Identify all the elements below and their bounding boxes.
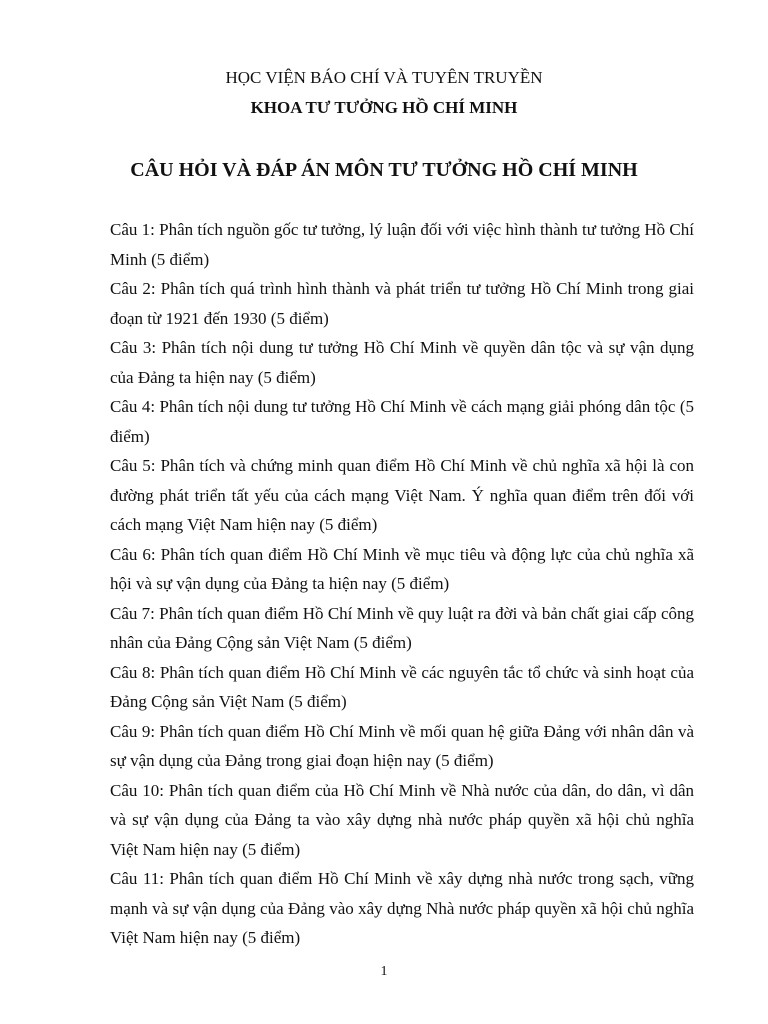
question-item: Câu 5: Phân tích và chứng minh quan điểm Hồ Chí Minh về chủ nghĩa xã hội là con đường phát triển tất yếu của cách mạng Việt Nam. Ý nghĩa quan điểm trên đối với cách mạng Việt Nam hiện nay (5 điểm) — [110, 456, 694, 534]
question-list — [110, 215, 694, 953]
question-item: Câu 1: Phân tích nguồn gốc tư tưởng, lý luận đối với việc hình thành tư tưởng Hồ Chí Minh (5 điểm) — [110, 220, 694, 269]
question-item: Câu 10: Phân tích quan điểm của Hồ Chí Minh về Nhà nước của dân, do dân, vì dân và sự vận dụng của Đảng ta vào xây dựng nhà nước pháp quyền xã hội chủ nghĩa Việt Nam hiện nay (5 điểm) — [110, 780, 694, 859]
question-item: Câu 8: Phân tích quan điểm Hồ Chí Minh về các nguyên tắc tổ chức và sinh hoạt của Đảng Cộng sản Việt Nam (5 điểm) — [110, 662, 694, 711]
question-item: Câu 9: Phân tích quan điểm Hồ Chí Minh về mối quan hệ giữa Đảng với nhân dân và sự vận dụng của Đảng trong giai đoạn hiện nay (5 điểm) — [110, 721, 694, 770]
question-item: Câu 4: Phân tích nội dung tư tưởng Hồ Chí Minh về cách mạng giải phóng dân tộc (5 điểm) — [110, 397, 694, 446]
page-number: 1 — [380, 964, 388, 979]
faculty-name: KHOA TƯ TƯỞNG HỒ CHÍ MINH — [250, 98, 518, 117]
question-item: Câu 2: Phân tích quá trình hình thành và phát triển tư tưởng Hồ Chí Minh trong giai đoạn từ 1921 đến 1930 (5 điểm) — [110, 279, 694, 328]
document-title: CÂU HỎI VÀ ĐÁP ÁN MÔN TƯ TƯỞNG HỒ CHÍ MINH — [130, 159, 638, 181]
question-item: Câu 3: Phân tích nội dung tư tưởng Hồ Chí Minh về quyền dân tộc và sự vận dụng của Đảng ta hiện nay (5 điểm) — [110, 338, 694, 387]
question-item: Câu 11: Phân tích quan điểm Hồ Chí Minh về xây dựng nhà nước trong sạch, vững mạnh và sự vận dụng của Đảng vào xây dựng Nhà nước pháp quyền xã hội chủ nghĩa Việt Nam hiện nay (5 điểm) — [110, 869, 694, 947]
institution-name: HỌC VIỆN BÁO CHÍ VÀ TUYÊN TRUYỀN — [225, 68, 543, 87]
question-item: Câu 6: Phân tích quan điểm Hồ Chí Minh về mục tiêu và động lực của chủ nghĩa xã hội và sự vận dụng của Đảng ta hiện nay (5 điểm) — [110, 544, 694, 593]
question-item: Câu 7: Phân tích quan điểm Hồ Chí Minh về quy luật ra đời và bản chất giai cấp công nhân của Đảng Cộng sản Việt Nam (5 điểm) — [110, 603, 694, 652]
